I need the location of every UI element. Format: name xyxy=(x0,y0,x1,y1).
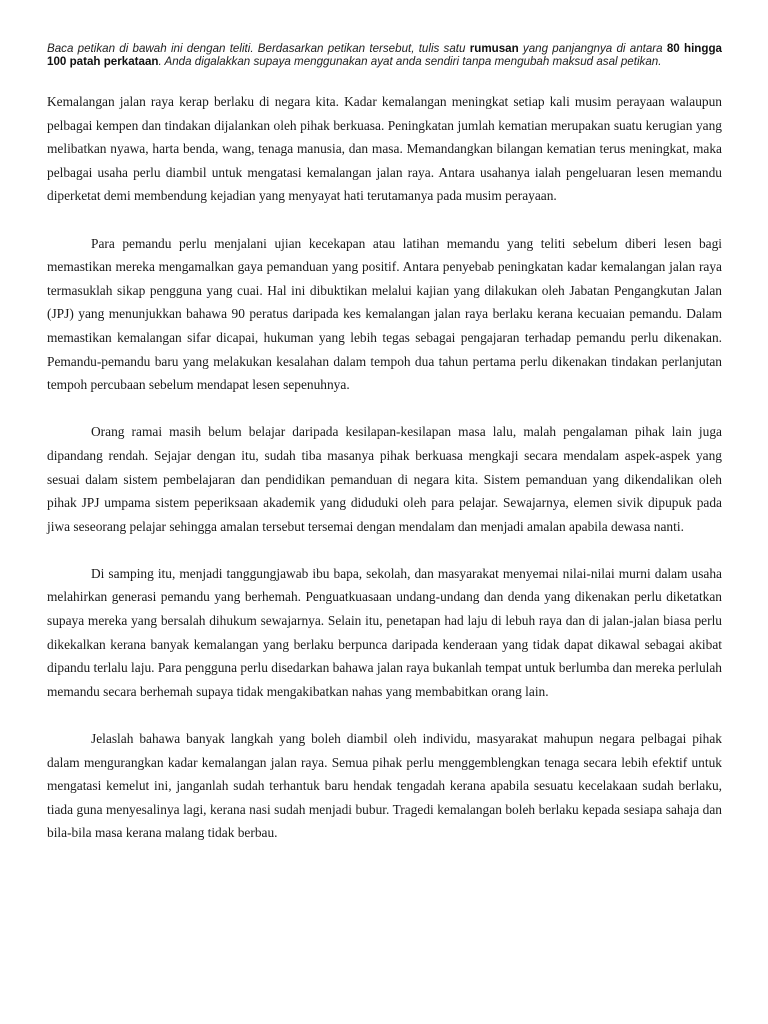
instruction-bold-rumusan: rumusan xyxy=(469,42,519,55)
essay-paragraph-1: Kemalangan jalan raya kerap berlaku di negara kita. Kadar kemalangan meningkat setiap kali musim perayaan walaupun pelbagai kempen dan tindakan dijalankan oleh pihak berkuasa. Peningkatan jumlah kematian merupakan suatu kerugian yang melibatkan nyawa, harta benda, wang, tenaga manusia, dan masa. Memandangkan bilangan kematian terus meningkat, maka pelbagai usaha perlu diambil untuk mengatasi kemalangan jalan raya. Antara usahanya ialah pengeluaran lesen memandu diperketat demi membendung kejadian yang menyayat hati terutamanya pada musim perayaan. xyxy=(47,94,722,204)
instruction-part-3: . Anda digalakkan supaya menggunakan ayat anda sendiri tanpa mengubah maksud asal petikan. xyxy=(158,55,662,68)
instruction-text xyxy=(47,42,722,68)
instruction-part-1: Baca petikan di bawah ini dengan teliti. Berdasarkan petikan tersebut, tulis satu xyxy=(47,42,470,55)
essay-paragraph-3: Orang ramai masih belum belajar daripada kesilapan-kesilapan masa lalu, malah pengalaman pihak lain juga dipandang rendah. Sejajar dengan itu, sudah tiba masanya pihak berkuasa mengkaji secara mendalam aspek-aspek yang sesuai dalam sistem pembelajaran dan pendidikan pemanduan di negara kita. Sistem pemanduan yang dikendalikan oleh pihak JPJ umpama sistem peperiksaan akademik yang diduduki oleh para pelajar. Sewajarnya, elemen sivik dipupuk pada jiwa seseorang pelajar sehingga amalan tersebut tersemai dengan mendalam dan menjadi amalan apabila dewasa nanti. xyxy=(47,424,722,534)
essay-paragraph-2: Para pemandu perlu menjalani ujian kecekapan atau latihan memandu yang teliti sebelum diberi lesen bagi memastikan mereka mengamalkan gaya pemanduan yang positif. Antara penyebab peningkatan kadar kemalangan jalan raya termasuklah sikap pengguna yang cuai. Hal ini dibuktikan melalui kajian yang dilakukan oleh Jabatan Pengangkutan Jalan (JPJ) yang menunjukkan bahawa 90 peratus daripada kes kemalangan jalan raya berlaku kerana kecuaian pemandu. Dalam memastikan kemalangan sifar dicapai, hukuman yang lebih tegas sebagai pengajaran terhadap pemandu perlu dikenakan. Pemandu-pemandu baru yang melakukan kesalahan dalam tempoh dua tahun pertama perlu dikenakan tindakan perlanjutan tempoh percubaan sebelum mendapat lesen sepenuhnya. xyxy=(47,235,722,393)
essay-passage xyxy=(47,90,722,845)
essay-paragraph-5: Jelaslah bahawa banyak langkah yang boleh diambil oleh individu, masyarakat mahupun negara pelbagai pihak dalam mengurangkan kadar kemalangan jalan raya. Semua pihak perlu menggemblengkan tenaga secara lebih efektif untuk mengatasi kemelut ini, janganlah sudah terhantuk baru hendak tengadah kerana apabila sesuatu kecelakaan sudah berlaku, tiada guna menyesalinya lagi, kerana nasi sudah menjadi bubur. Tragedi kemalangan boleh berlaku kepada sesiapa sahaja dan bila-bila masa kerana malang tidak berbau. xyxy=(47,731,722,841)
instruction-bold-word-count: 80 hingga 100 patah perkataan xyxy=(47,42,722,68)
essay-paragraph-4: Di samping itu, menjadi tanggungjawab ibu bapa, sekolah, dan masyarakat menyemai nilai-nilai murni dalam usaha melahirkan generasi pemandu yang berhemah. Penguatkuasaan undang-undang dan denda yang dikenakan perlu diketatkan supaya mereka yang bersalah dihukum sewajarnya. Selain itu, penetapan had laju di lebuh raya dan di jalan-jalan biasa perlu dikekalkan kerana banyak kemalangan yang berlaku berpunca daripada kenderaan yang tidak dapat dikawal sebagai akibat dipandu terlalu laju. Para pengguna perlu disedarkan bahawa jalan raya bukanlah tempat untuk berlumba dan mereka perlulah memandu secara berhemah supaya tidak mengakibatkan nahas yang membabitkan orang lain. xyxy=(47,565,722,699)
instruction-part-2: yang panjangnya di antara xyxy=(518,42,667,55)
